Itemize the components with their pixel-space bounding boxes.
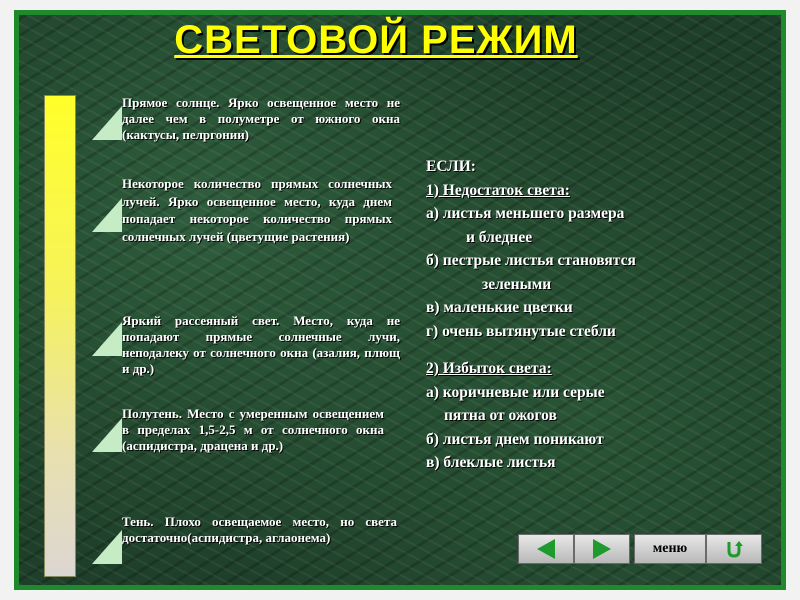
list-item: а) листья меньшего размера (426, 205, 625, 222)
light-level-some-sun: Некоторое количество прямых солнечных лучей. Ярко освещенное место, куда днем попадает некоторое количество прямых солнечных лучей (цветущие растения) (122, 176, 392, 244)
return-arrow-icon (723, 538, 745, 560)
light-level-partial-shade: Полутень. Место с умеренным освещением в пределах 1,5-2,5 м от солнечного окна (аспидистра, драцена и др.) (122, 406, 384, 453)
menu-label: меню (652, 541, 688, 556)
slide-title: СВЕТОВОЙ РЕЖИМ (174, 18, 578, 62)
list-item: а) коричневые или серые (426, 383, 605, 401)
list-item: пятна от ожогов (444, 407, 557, 424)
excess-light-title: 2) Избыток света: (426, 360, 552, 377)
light-level-bright-diffused: Яркий рассеяный свет. Место, куда не попадают прямые солнечные лучи, неподалеку от солнечного окна (азалия, плющ и др.) (122, 313, 400, 376)
list-item: и бледнее (466, 228, 533, 246)
list-item: б) пестрые листья становятся (426, 252, 636, 269)
lack-of-light-title: 1) Недостаток света: (426, 181, 570, 199)
conditions-heading: ЕСЛИ: (426, 158, 476, 175)
triangle-right-icon (593, 539, 611, 559)
conditions-panel (426, 155, 756, 475)
return-button[interactable] (706, 534, 762, 564)
list-item: б) листья днем поникают (426, 430, 604, 448)
light-level-direct-sun: Прямое солнце. Ярко освещенное место не далее чем в полуметре от южного окна (кактусы, пелргонии) (122, 95, 400, 142)
menu-button[interactable] (634, 534, 706, 564)
list-item: г) очень вытянутые стебли (426, 322, 616, 340)
light-level-shade: Тень. Плохо освещаемое место, но света достаточно(аспидистра, аглаонема) (122, 514, 397, 545)
next-button[interactable] (574, 534, 630, 564)
list-item: зелеными (482, 275, 552, 293)
list-item: в) блеклые листья (426, 454, 556, 471)
light-gradient-bar (44, 95, 76, 577)
triangle-left-icon (537, 539, 555, 559)
prev-button[interactable] (518, 534, 574, 564)
list-item: в) маленькие цветки (426, 299, 573, 316)
